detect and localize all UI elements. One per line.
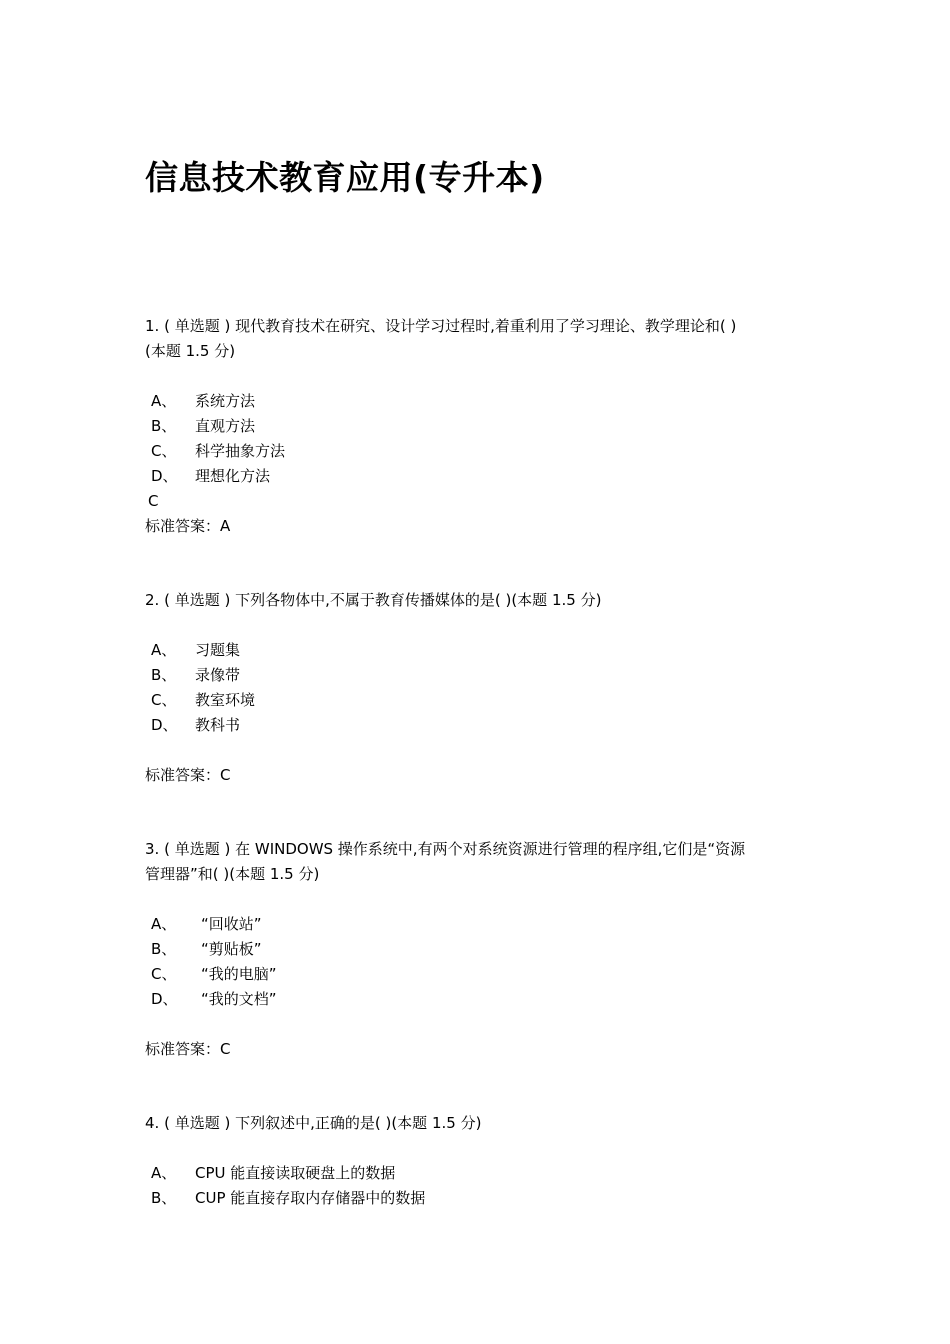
question-2-option-b-letter: B、 — [151, 666, 177, 684]
question-4-option-b-text: CUP 能直接存取内存储器中的数据 — [195, 1189, 426, 1207]
question-2-option-a-letter: A、 — [151, 641, 177, 659]
question-1-option-c-letter: C、 — [151, 442, 177, 460]
question-1-option-a-letter: A、 — [151, 392, 177, 410]
question-1-option-a-text: 系统方法 — [195, 392, 256, 410]
question-2-option-d-letter: D、 — [151, 716, 178, 734]
question-1-option-d-text: 理想化方法 — [195, 467, 271, 485]
document-title: 信息技术教育应用(专升本) — [145, 158, 545, 197]
question-3-option-c-letter: C、 — [151, 965, 177, 983]
question-3-option-c-text: “我的电脑” — [201, 965, 277, 983]
question-3-standard-answer: 标准答案：C — [145, 1040, 231, 1058]
question-3-option-d-text: “我的文档” — [201, 990, 277, 1008]
question-1-stem-line2: (本题 1.5 分) — [145, 342, 236, 360]
question-3-stem-line2: 管理器”和( )(本题 1.5 分) — [145, 865, 320, 883]
question-2-standard-answer: 标准答案：C — [145, 766, 231, 784]
question-3-option-b-text: “剪贴板” — [201, 940, 262, 958]
question-1-standard-answer: 标准答案：A — [145, 517, 231, 535]
question-4-option-a-letter: A、 — [151, 1164, 177, 1182]
question-3-stem-line1: 3. ( 单选题 ) 在 WINDOWS 操作系统中,有两个对系统资源进行管理的程序组,它们是“资源 — [145, 840, 746, 858]
question-3-option-d-letter: D、 — [151, 990, 178, 1008]
question-2-option-d-text: 教科书 — [195, 716, 241, 734]
question-1-option-b-text: 直观方法 — [195, 417, 256, 435]
question-3-option-a-text: “回收站” — [201, 915, 262, 933]
question-1-option-c-text: 科学抽象方法 — [195, 442, 286, 460]
question-2-option-c-text: 教室环境 — [195, 691, 256, 709]
question-1-stem-line1: 1. ( 单选题 ) 现代教育技术在研究、设计学习过程时,着重利用了学习理论、教学理论和( ) — [145, 317, 737, 335]
question-2-stem-line1: 2. ( 单选题 ) 下列各物体中,不属于教育传播媒体的是( )(本题 1.5 分) — [145, 591, 602, 609]
question-2-option-c-letter: C、 — [151, 691, 177, 709]
question-4-stem-line1: 4. ( 单选题 ) 下列叙述中,正确的是( )(本题 1.5 分) — [145, 1114, 482, 1132]
question-3-option-a-letter: A、 — [151, 915, 177, 933]
question-1-option-d-letter: D、 — [151, 467, 178, 485]
question-3-option-b-letter: B、 — [151, 940, 177, 958]
question-1-selected-answer: C — [148, 492, 159, 510]
question-4-option-b-letter: B、 — [151, 1189, 177, 1207]
question-4-option-a-text: CPU 能直接读取硬盘上的数据 — [195, 1164, 396, 1182]
question-2-option-b-text: 录像带 — [195, 666, 241, 684]
question-1-option-b-letter: B、 — [151, 417, 177, 435]
question-2-option-a-text: 习题集 — [195, 641, 241, 659]
